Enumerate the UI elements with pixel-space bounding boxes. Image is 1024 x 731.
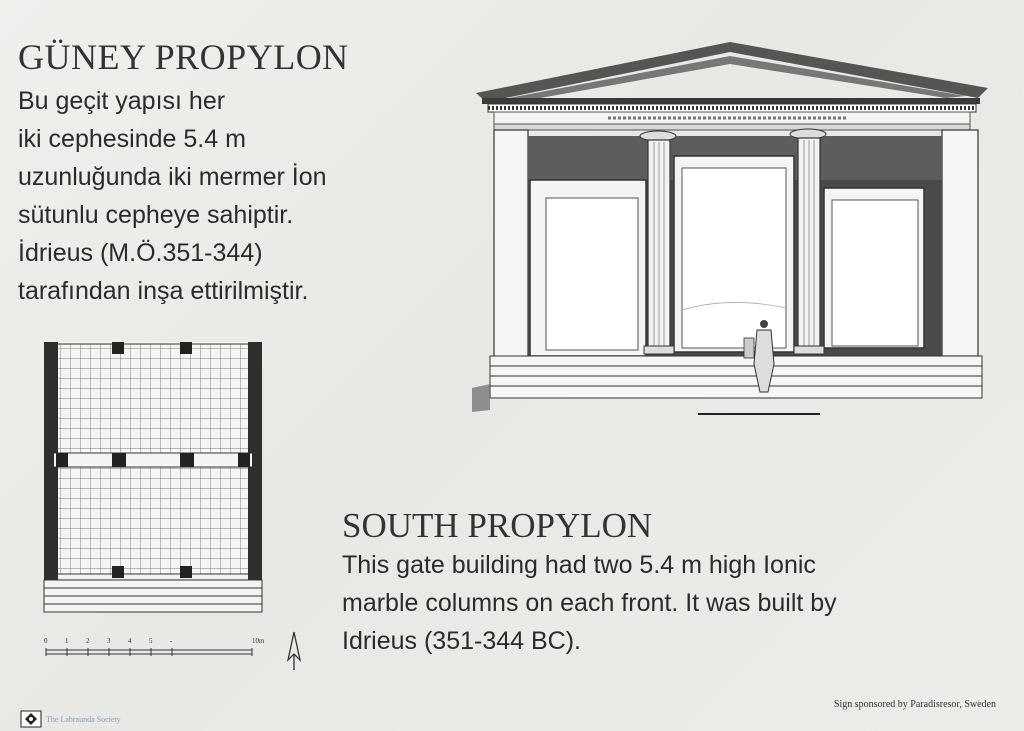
plan-cross-wall bbox=[54, 453, 252, 467]
labraunda-logo-icon bbox=[20, 710, 42, 728]
scale-tick-label: 4 bbox=[128, 637, 132, 645]
right-doorway bbox=[832, 200, 918, 346]
frieze bbox=[494, 124, 970, 130]
scale-end-label: 10m bbox=[252, 637, 265, 645]
sponsor-credit: Sign sponsored by Paradisresor, Sweden bbox=[833, 699, 996, 710]
center-doorway bbox=[682, 168, 786, 348]
society-credit bbox=[20, 710, 121, 728]
turkish-title: GÜNEY PROPYLON bbox=[18, 37, 349, 77]
cornice bbox=[482, 98, 980, 104]
society-name: The Labraunda Society bbox=[46, 714, 121, 724]
english-title: SOUTH PROPYLON bbox=[342, 506, 653, 545]
scale-tick-label: 0 bbox=[44, 637, 48, 645]
dentil-band bbox=[488, 104, 976, 112]
north-arrow-icon bbox=[284, 630, 304, 672]
propylon-elevation-drawing bbox=[468, 38, 992, 420]
right-anta bbox=[942, 130, 978, 356]
plan-steps bbox=[44, 580, 262, 612]
scale-tick-label: 1 bbox=[65, 637, 69, 645]
scale-tick-label: 2 bbox=[86, 637, 90, 645]
propylon-floor-plan bbox=[40, 338, 266, 618]
scale-tick-label: - bbox=[170, 637, 173, 645]
turkish-description: Bu geçit yapısı her iki cephesinde 5.4 m uzunluğunda iki mermer İon sütunlu cepheye sahiptir. İdrieus (M.Ö.351-344) tarafından inşa ettirilmiştir. bbox=[18, 87, 327, 305]
scale-bar bbox=[42, 632, 265, 662]
left-anta bbox=[494, 130, 528, 360]
scale-tick-label: 5 bbox=[149, 637, 153, 645]
architrave bbox=[494, 112, 970, 124]
left-doorway bbox=[546, 198, 638, 350]
scale-tick-label: 3 bbox=[107, 637, 111, 645]
english-description: This gate building had two 5.4 m high Ionic marble columns on each front. It was built by Idrieus (351-344 BC). bbox=[342, 551, 837, 655]
stylobate-steps bbox=[472, 356, 982, 414]
